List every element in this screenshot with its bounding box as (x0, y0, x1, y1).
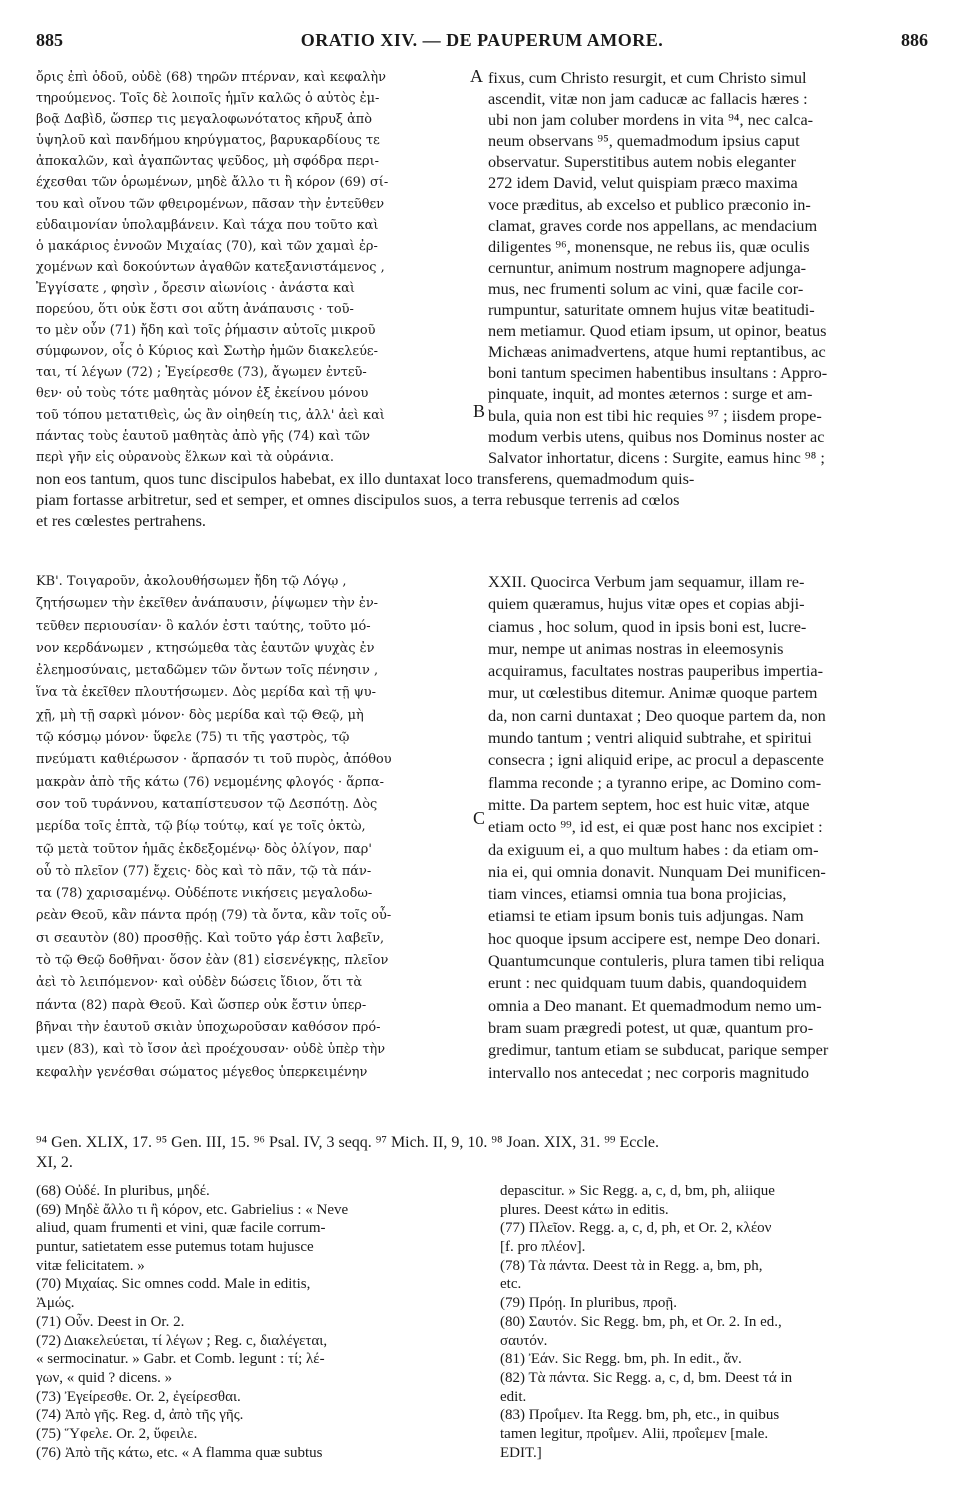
section1-greek-column (36, 67, 470, 468)
latin-text-line: rumpuntur, saturitate omnem hujus vitæ beatitudi- (488, 300, 815, 320)
latin-text-line: gredimur, tantum etiam se subducat, parique semper (488, 1040, 829, 1060)
latin-text-line: clamat, graves corde nos appellans, ac mendacium (488, 215, 818, 235)
footnote-line: depascitur. » Sic Regg. a, c, d, bm, ph, aliique (500, 1183, 775, 1199)
greek-text-line: τηρούμενος. Τοῖς δὲ λοιποῖς ἡμῖν καλῶς ὁ αὐτὸς ἐμ- (36, 91, 380, 107)
greek-text-line: πάντα (82) παρὰ Θεοῦ. Καὶ ὥσπερ οὐκ ἔστιν ὑπερ- (36, 997, 367, 1013)
greek-text-line: ὑψηλοῦ καὶ πανδήμου κηρύγματος, βαρυκαρδίους τε (36, 133, 380, 149)
running-title: ORATIO XIV. — DE PAUPERUM AMORE. (300, 30, 664, 50)
latin-text-line: XXII. Quocirca Verbum jam sequamur, illam re- (488, 572, 805, 591)
footnote-line: γων, « quid ? dicens. » (36, 1369, 173, 1386)
greek-text-line: τεῦθεν περιουσίαν· ὃ καλόν ἐστι ταύτης, τοῦτο μό- (36, 618, 371, 634)
greek-text-line: Ἐγγίσατε , φησὶν , ὄρεσιν αἰωνίοις · ἀνάστα καὶ (36, 280, 355, 296)
footnote-line: (69) Μηδὲ ἄλλο τι ἢ κόρον, etc. Gabrielius : « Neve (36, 1201, 349, 1218)
latin-text-line: mundo tantum ; ventri aliquid subtrahe, et spiritui (488, 728, 812, 748)
latin-text-line: tiam vinces, etiamsi omnia tua bona projicias, (488, 884, 787, 904)
footnote-line: (73) Ἐγείρεσθε. Or. 2, ἐγείρεσθαι. (36, 1388, 241, 1405)
greek-text-line: του καὶ οἴνου τῶν φθειρομένων, πᾶσαν τὴν ἐντεῦθεν (36, 196, 385, 212)
greek-text-line: το μὲν οὖν (71) ἤδη καὶ τοῖς ῥήμασιν αὐτοῖς μικροῦ (36, 323, 376, 339)
latin-text-line: ciamus , hoc solum, quod in ipsis boni est, lucre- (488, 616, 807, 636)
footnote-line: (83) Προΐμεν. Ita Regg. bm, ph, etc., in quibus (500, 1407, 780, 1424)
right-page-number: 886 (901, 30, 928, 50)
greek-text-line: ζητήσωμεν τὴν ἐκεῖθεν ἀνάπαυσιν, ῥίψωμεν τὴν ἐν- (36, 596, 379, 612)
margin-marker-c: C (473, 808, 486, 828)
greek-text-line: μακρὰν ἀπὸ τῆς κάτω (76) νεμομένης φλογός · ἅρπα- (36, 774, 384, 790)
footnote-line: (77) Πλεῖον. Regg. a, c, d, ph, et Or. 2, κλέον (500, 1220, 772, 1237)
greek-text-line: βῆναι τὴν ἑαυτοῦ σκιὰν ὑποχωροῦσαν καθόσον πρό- (36, 1019, 381, 1035)
latin-text-line: mitte. Da partem septem, hoc est huic vitæ, atque (488, 794, 810, 814)
section1-full-width-text (36, 468, 928, 531)
latin-text-line: Quantumcunque contuleris, plura tamen tibi reliqua (488, 951, 825, 971)
latin-text-line: ubi non jam coluber mordens in vita ⁹⁴, nec calca- (488, 110, 814, 130)
footnote-line: (75) Ὕφελε. Or. 2, ὕφειλε. (36, 1425, 198, 1442)
greek-text-line: τα (78) χαρισαμένῳ. Οὐδέποτε νικήσεις μεγαλοδω- (36, 886, 373, 902)
footnote-line: (81) Ἐάν. Sic Regg. bm, ph. In edit., ἄν. (500, 1351, 742, 1368)
latin-text-line: modum verbis utens, quibus nos Dominus noster ac (488, 426, 825, 446)
footnote-line: EDIT.] (500, 1444, 542, 1461)
footnote-line: (70) Μιχαίας. Sic omnes codd. Male in editis, (36, 1276, 311, 1293)
footnote-line: puntur, satietatem esse putemus totam hujusce (36, 1239, 314, 1256)
greek-text-line: ἐλεημοσύναις, μεταδῶμεν τῶν ὄντων τοῖς πένησιν , (36, 663, 379, 679)
latin-text-line: pinquate, inquit, ad montes æternos : surge et am- (488, 384, 813, 404)
footnote-line: edit. (500, 1388, 527, 1405)
section1-latin-column (488, 67, 928, 468)
footnote-line: plures. Deest κάτω in editis. (500, 1201, 669, 1218)
greek-text-line: πορεύου, ὅτι οὐκ ἔστι σοι αὕτη ἀνάπαυσις · τοῦ- (36, 302, 354, 318)
latin-text-line: flamma reconde ; a tyranno eripe, ac Domino com- (488, 772, 822, 792)
full-width-line: et res cœlestes pertrahens. (36, 511, 206, 530)
greek-text-line: ΚΒ'. Τοιγαροῦν, ἀκολουθήσωμεν ἤδη τῷ Λόγῳ , (36, 574, 347, 589)
footnote-line: (79) Πρόῃ. In pluribus, προῇ. (500, 1295, 677, 1312)
section2-greek-column (36, 571, 470, 1084)
footnote-line: (74) Ἀπὸ γῆς. Reg. d, ἀπὸ τῆς γῆς. (36, 1407, 244, 1424)
greek-text-line: εὐδαιμονίαν ὑπολαμβάνειν. Καὶ τάχα που τοῦτο καὶ (36, 217, 379, 233)
greek-text-line: ὁ μακάριος ἐννοῶν Μιχαίας (70), καὶ τῶν χαμαὶ ἐρ- (36, 238, 378, 254)
latin-text-line: omnia a Deo manant. Et quemadmodum nemo um- (488, 995, 822, 1015)
latin-text-line: fixus, cum Christo resurgit, et cum Christo simul (488, 68, 807, 87)
latin-text-line: ascendit, vitæ non jam caducæ ac fallacis hæres : (488, 89, 808, 109)
latin-text-line: da exiguum ei, a quo multum habes : da etiam om- (488, 839, 819, 859)
latin-text-line: bram suam prægredi potest, ut quæ, quantum pro- (488, 1017, 814, 1037)
latin-text-line: nem metiamur. Quod etiam ipsum, ut opinor, beatus (488, 321, 827, 341)
footnote-line: (82) Τὰ πάντα. Sic Regg. a, c, d, bm. Deest τά in (500, 1369, 793, 1386)
footnotes-left-column (36, 1182, 468, 1462)
greek-text-line: σι σεαυτὸν (80) προσθῇς. Καὶ τοῦτο γάρ ἐστι λαβεῖν, (36, 930, 385, 946)
greek-text-line: ται, τί λέγων (72) ; Ἐγείρεσθε (73), ἄγωμεν ἐντεῦ- (36, 365, 367, 381)
greek-text-line: χομένων καὶ δοκούντων ἀγαθῶν κατεξανιστάμενος , (36, 259, 385, 275)
latin-text-line: etiamsi te etiam ipsum bonis tuis adjungas. Nam (488, 906, 804, 926)
greek-text-line: ὄρις ἐπὶ ὁδοῦ, οὐδὲ (68) τηρῶν πτέρναν, καὶ κεφαλὴν (36, 70, 386, 85)
greek-text-line: πάντας τοὺς ἑαυτοῦ μαθητὰς ἀπὸ γῆς (74) καὶ τῶν (36, 428, 370, 444)
full-width-line: piam fortasse arbitretur, sed et semper, et omnes discipulos suos, a terra rebusque terrenis ad cœlos (36, 490, 680, 509)
latin-text-line: acquiramus, facultates nostras pauperibus impertia- (488, 661, 824, 681)
margin-marker-b: B (473, 401, 486, 421)
greek-text-line: τὸ τῷ Θεῷ δοθῆναι· ὅσον ἐὰν (81) εἰσενέγκῃς, πλεῖον (36, 953, 389, 969)
section2-latin-column (488, 571, 928, 1084)
footnote-line: etc. (500, 1276, 522, 1293)
greek-text-line: κεφαλὴν γενέσθαι σώματος μέγεθος ὑπερκειμένην (36, 1064, 368, 1080)
greek-text-line: οὗ τὸ πλεῖον (77) ἔχεις· δὸς καὶ τὸ πᾶν, τῷ τὰ πάν- (36, 863, 372, 879)
latin-text-line: consecra ; igni aliquid eripe, ac procul a depascente (488, 750, 824, 770)
greek-text-line: νον κερδάνωμεν , κτησώμεθα τὰς ἑαυτῶν ψυχὰς ἐν (36, 640, 375, 656)
footnote-line: aliud, quam frumenti et vini, quæ facile corrum- (36, 1220, 326, 1237)
margin-marker-a: A (470, 66, 483, 86)
footnote-line: (76) Ἀπὸ τῆς κάτω, etc. « A flamma quæ subtus (36, 1444, 323, 1461)
scripture-reference-line: ⁹⁴ Gen. XLIX, 17. ⁹⁵ Gen. III, 15. ⁹⁶ Psal. IV, 3 seqq. ⁹⁷ Mich. II, 9, 10. ⁹⁸ Joan. XIX, 31. ⁹⁹ Eccle. (36, 1134, 659, 1151)
latin-text-line: mur, nempe ut animas nostras in eleemosynis (488, 638, 784, 658)
full-width-line: non eos tantum, quos tunc discipulos habebat, ex illo duntaxat loco transferens, quemadmodum quis- (36, 469, 695, 488)
latin-text-line: neum observans ⁹⁵, quemadmodum ipsius caput (488, 131, 800, 151)
latin-text-line: voce præditus, ab excelso et publico præconio in- (488, 194, 811, 214)
latin-text-line: quiem quæramus, hujus vitæ opes et copias abji- (488, 594, 805, 614)
greek-text-line: τῷ κόσμῳ μόνον· ὕφελε (75) τι τῆς γαστρὸς, τῷ (36, 730, 350, 746)
greek-text-line: τοῦ τόπου μετατιθεὶς, ὡς ἂν οἰηθείη τις, ἀλλ' ἀεὶ καὶ (36, 407, 385, 423)
scripture-reference-line: XI, 2. (36, 1154, 73, 1171)
latin-text-line: da, non carni duntaxat ; Deo quoque partem da, non (488, 705, 826, 725)
greek-text-line: ἵνα τὰ ἐκεῖθεν πλουτήσωμεν. Δὸς μερίδα καὶ τῇ ψυ- (36, 685, 377, 701)
greek-text-line: ιμεν (83), καὶ τὸ ἴσον ἀεὶ προέχουσαν· οὐδὲ ὑπὲρ τὴν (36, 1042, 386, 1058)
greek-text-line: ρεὰν Θεοῦ, κἂν πάντα πρόῃ (79) τὰ ὄντα, κἂν τοῖς οὖ- (36, 908, 392, 924)
latin-text-line: nia ei, qui omnia donavit. Nunquam Dei munificen- (488, 861, 826, 881)
footnote-line: σαυτόν. (500, 1332, 548, 1349)
latin-text-line: etiam octo ⁹⁹, id est, ei quæ post hanc nos excipiet : (488, 817, 823, 837)
footnote-line: (68) Οὐδέ. In pluribus, μηδέ. (36, 1183, 210, 1199)
latin-text-line: cernuntur, animum nostrum magnopere adjunga- (488, 257, 807, 277)
greek-text-line: ἀποκαλῶν, καὶ ἀγαπῶντας ψεῦδος, μὴ σφόδρα περι- (36, 154, 380, 170)
footnote-line: Ἀμώς. (36, 1295, 75, 1312)
footnote-line: [f. pro πλέον]. (500, 1239, 586, 1256)
left-page-number: 885 (36, 30, 63, 50)
latin-text-line: mus, nec frumenti solum ac vini, quæ facile cor- (488, 278, 804, 298)
footnote-line: (78) Τὰ πάντα. Deest τὰ in Regg. a, bm, ph, (500, 1257, 763, 1274)
greek-text-line: σύμφωνον, οἷς ὁ Κύριος καὶ Σωτὴρ ἡμῶν διακελεύε- (36, 344, 378, 360)
latin-text-line: hoc quoque ipsum accipere est, nempe Deo donari. (488, 928, 821, 948)
latin-text-line: bula, quia non est tibi hic requies ⁹⁷ ; iisdem prope- (488, 405, 822, 425)
greek-text-line: χῇ, μὴ τῇ σαρκὶ μόνον· δὸς μερίδα καὶ τῷ Θεῷ, μὴ (36, 707, 364, 723)
greek-text-line: έχεσθαι τῶν ὁρωμένων, μηδὲ ἄλλο τι ἢ κόρον (69) σί- (36, 175, 389, 191)
latin-text-line: diligentes ⁹⁶, monensque, ne rebus iis, quæ oculis (488, 236, 810, 256)
footnote-line: (71) Οὖν. Deest in Or. 2. (36, 1313, 185, 1330)
latin-text-line: Michæas animadvertens, atque humi reptantibus, ac (488, 342, 826, 362)
footnote-line: tamen legitur, προΐμεν. Alii, προΐεμεν [male. (500, 1425, 769, 1442)
latin-text-line: intervallo nos antecedat ; nec corporis magnitudo (488, 1062, 809, 1082)
greek-text-line: τῷ μετὰ τοῦτον ἡμᾶς ἐκδεξομένῳ· δὸς ὀλίγον, παρ' (36, 841, 372, 857)
greek-text-line: βοᾷ Δαβὶδ, ὥσπερ τις μεγαλοφωνότατος κῆρυξ ἀπὸ (36, 112, 373, 128)
greek-text-line: θεν· οὐ τοὺς τότε μαθητὰς μόνον ἐξ ἐκείνου μόνου (36, 386, 369, 402)
latin-text-line: Salvator inhortatur, dicens : Surgite, eamus hinc ⁹⁸ ; (488, 447, 825, 467)
latin-text-line: erunt : nec quidquam tuum dabis, quandoquidem (488, 973, 807, 993)
footnotes-right-column (500, 1182, 928, 1462)
greek-text-line: περὶ γῆν εἰς οὐρανοὺς ἕλκων καὶ τὰ οὐράνια. (36, 449, 334, 465)
footnote-line: vitæ felicitatem. » (36, 1257, 145, 1274)
footnote-line: « sermocinatur. » Gabr. et Comb. legunt : τί; λέ- (36, 1351, 325, 1368)
greek-text-line: μερίδα τοῖς ἑπτὰ, τῷ βίῳ τούτῳ, καί γε τοῖς ὀκτὼ, (36, 819, 366, 835)
latin-text-line: mur, ut cœlestibus ditemur. Animæ quoque partem (488, 683, 818, 703)
latin-text-line: observatur. Superstitibus autem nobis eleganter (488, 152, 796, 172)
latin-text-line: 272 idem David, velut quispiam præco maxima (488, 173, 798, 193)
scripture-references (36, 1133, 928, 1173)
greek-text-line: ἀεὶ τὸ λειπόμενον· καὶ οὐδὲν δώσεις ἴδιον, ὅτι τὰ (36, 975, 363, 991)
footnote-line: (72) Διακελεύεται, τί λέγων ; Reg. c, διαλέγεται, (36, 1332, 328, 1349)
greek-text-line: σον τοῦ τυράννου, καταπίστευσον τῷ Δεσπότῃ. Δὸς (36, 796, 378, 812)
greek-text-line: πνεύματι καθιέρωσον · ἅρπασόν τι τοῦ πυρὸς, ἀπόθου (36, 752, 392, 768)
footnote-line: (80) Σαυτόν. Sic Regg. bm, ph, et Or. 2. In ed., (500, 1313, 782, 1330)
latin-text-line: boni tantum specimen habentibus insultans : Appro- (488, 363, 828, 383)
page-header (36, 30, 928, 56)
